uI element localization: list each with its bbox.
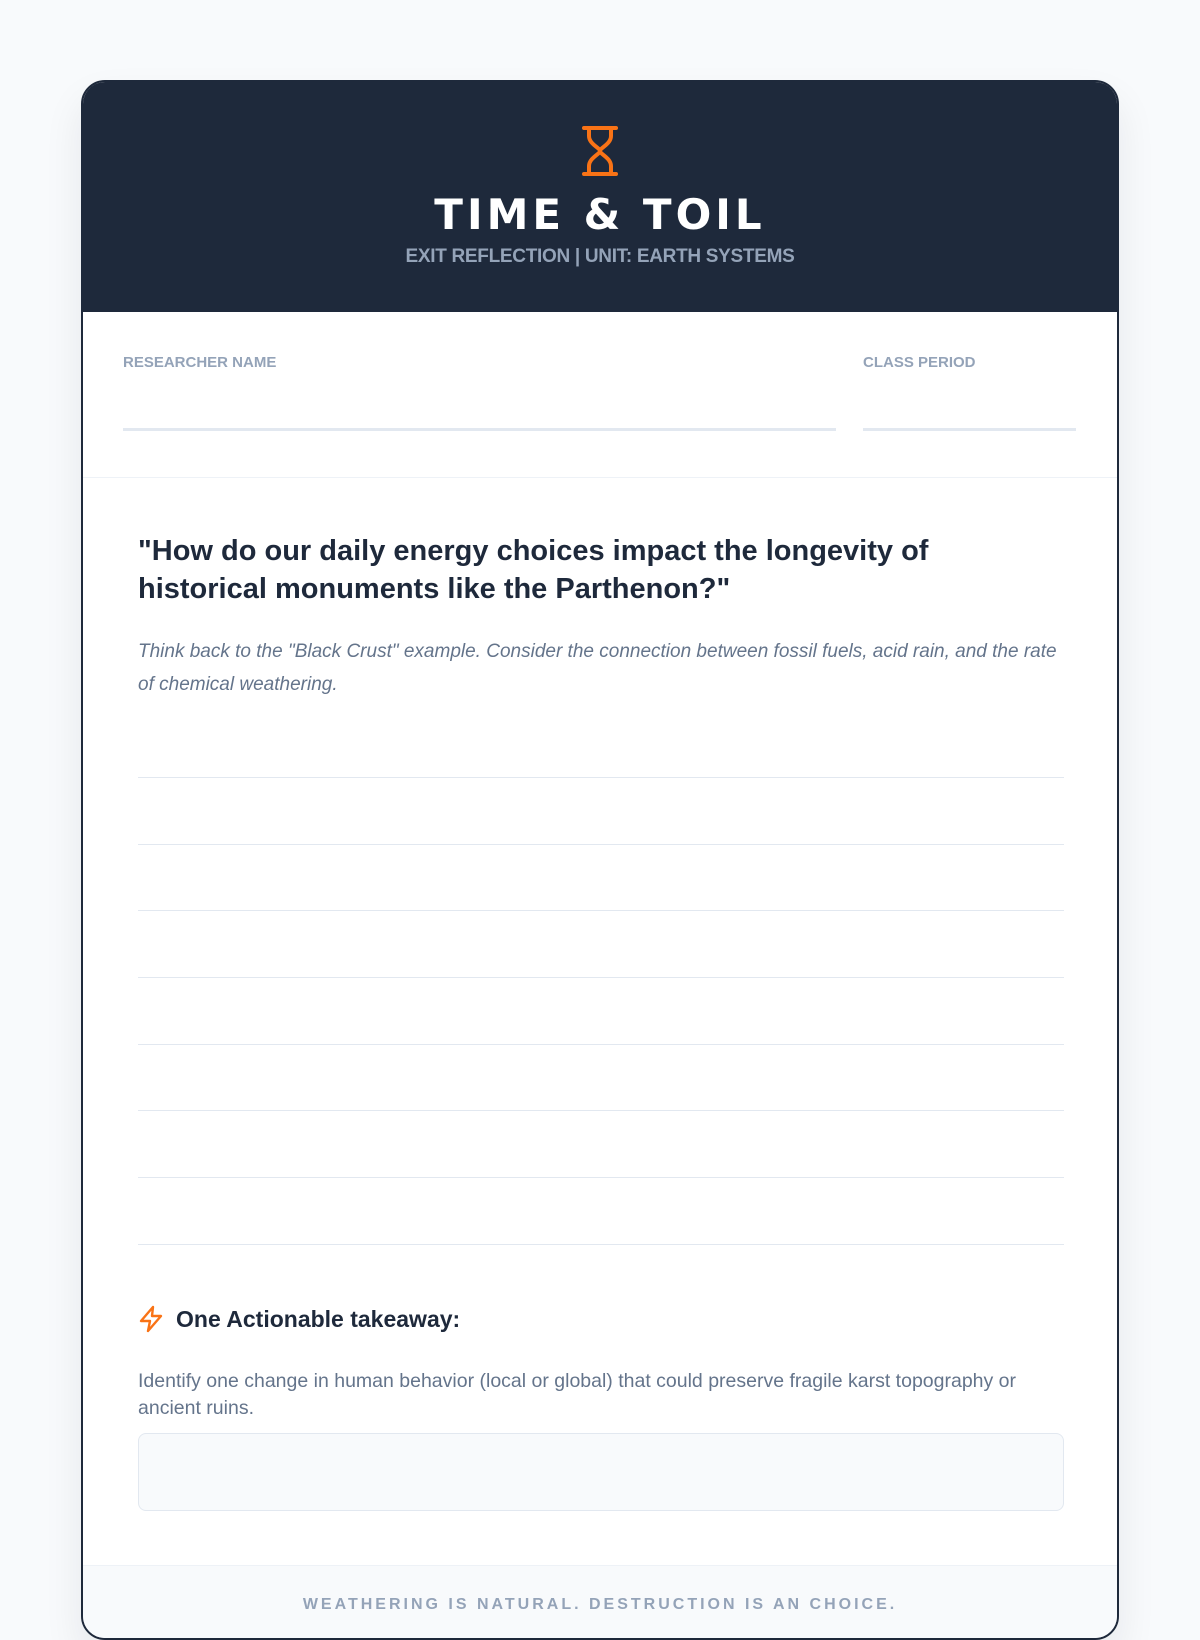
lightning-bolt-icon [138, 1305, 164, 1333]
class-period-label: CLASS PERIOD [863, 354, 976, 371]
reflection-hint: Think back to the "Black Crust" example. Consider the connection between fossil fuels, acid rain, and the rate of chemical weathering. [138, 641, 1057, 695]
card-header [83, 82, 1117, 312]
writing-line[interactable] [138, 1244, 1064, 1245]
writing-line[interactable] [138, 977, 1064, 978]
takeaway-input[interactable] [138, 1433, 1064, 1511]
writing-line[interactable] [138, 1177, 1064, 1178]
writing-line[interactable] [138, 1110, 1064, 1111]
writing-line[interactable] [138, 844, 1064, 845]
researcher-name-field[interactable] [123, 428, 836, 431]
hourglass-icon [580, 124, 620, 178]
card-footer [83, 1565, 1117, 1640]
takeaway-heading [138, 1304, 460, 1334]
reflection-card [81, 80, 1119, 1640]
page-subtitle: EXIT REFLECTION | UNIT: EARTH SYSTEMS [405, 246, 795, 267]
takeaway-description: Identify one change in human behavior (local or global) that could preserve fragile karst topography or ancient ruins. [138, 1370, 1017, 1419]
class-period-field[interactable] [863, 428, 1076, 431]
page-title: TIME & TOIL [434, 190, 766, 239]
researcher-name-label: RESEARCHER NAME [123, 354, 277, 371]
student-info-section [83, 312, 1117, 478]
writing-line[interactable] [138, 777, 1064, 778]
writing-line[interactable] [138, 1044, 1064, 1045]
takeaway-label: One Actionable takeaway: [176, 1305, 461, 1332]
reflection-question: "How do our daily energy choices impact the longevity of historical monuments like the Parthenon?" [138, 535, 929, 605]
footer-motto: WEATHERING IS NATURAL. DESTRUCTION IS AN CHOICE. [302, 1596, 898, 1613]
writing-line[interactable] [138, 910, 1064, 911]
